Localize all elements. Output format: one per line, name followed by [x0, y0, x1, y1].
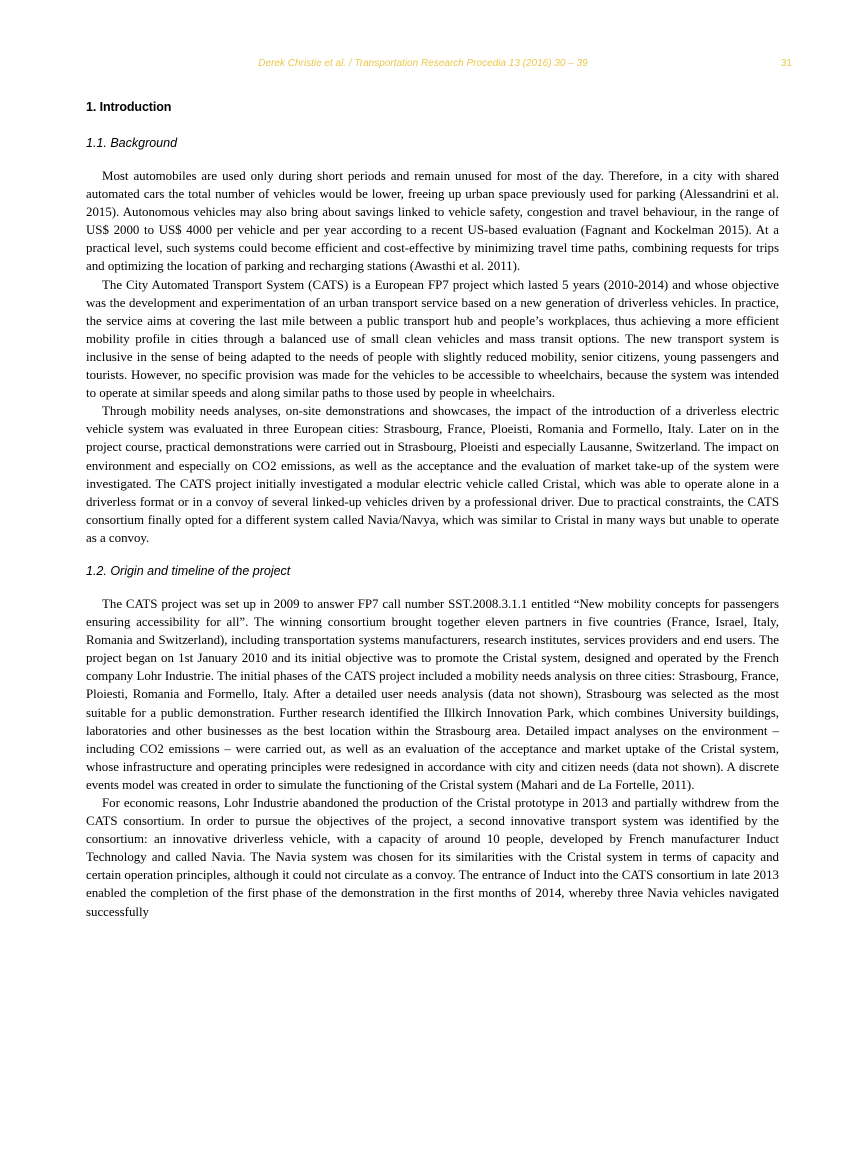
paragraph: The CATS project was set up in 2009 to answer FP7 call number SST.2008.3.1.1 entitled “New mobility concepts for passengers ensuring accessibility for all”. The winning consortium brought together eleven partners in five countries (France, Israel, Italy, Romania and Switzerland), including transportation systems manufacturers, research institutes, services providers and end users. The project began on 1st January 2010 and its initial objective was to promote the Cristal system, designed and operated by the French company Lohr Industrie. The initial phases of the CATS project included a mobility needs analysis on three cities: Strasbourg, France, Ploiesti, Romania and Formello, Italy. After a detailed user needs analysis (data not shown), Strasbourg was selected as the most suitable for a public demonstration. Further research identified the Illkirch Innovation Park, which combines University buildings, laboratories and other businesses as the best location within the Strasbourg area. Detailed impact analyses on the environment – including CO2 emissions – were carried out, as well as an evaluation of the acceptance and market uptake of the Cristal system, whose infrastructure and operating principles were redesigned in accordance with city and citizen needs (data not shown). A discrete events model was created in order to simulate the functioning of the Cristal system (Mahari and de La Fortelle, 2011).	[86, 596, 779, 792]
paragraph: Most automobiles are used only during short periods and remain unused for most of the day. Therefore, in a city with shared automated cars the total number of vehicles would be lower, freeing up urban space previously used for parking (Alessandrini et al. 2015). Autonomous vehicles may also bring about savings linked to vehicle safety, congestion and travel behaviour, in the range of US$ 2000 to US$ 4000 per vehicle and per year according to a recent US-based evaluation (Fagnant and Kockelman 2015). At a practical level, such systems could become efficient and cost-effective by minimizing travel time paths, combining requests for trips and optimizing the location of parking and recharging stations (Awasthi et al. 2011).	[86, 169, 779, 274]
subsection-heading-background: 1.1. Background	[86, 136, 178, 150]
paragraph: The City Automated Transport System (CATS) is a European FP7 project which lasted 5 years (2010-2014) and whose objective was the development and experimentation of an urban transport service based on a new generation of driverless vehicles. In practice, the service aims at covering the last mile between a public transport hub and people’s workplaces, thus achieving a more efficient mobility profile in cities through a balanced use of small clean vehicles and mass transit options. The new transport system is inclusive in the sense of being adapted to the needs of people with slightly reduced mobility, senior citizens, young passengers and tourists. However, no specific provision was made for the vehicles to be accessible to wheelchairs, because the system was intended to operate at similar speeds and along similar paths to those used by people in wheelchairs.	[86, 277, 779, 401]
running-title: Derek Christie et al. / Transportation Research Procedia 13 (2016) 30 – 39	[258, 58, 588, 69]
paragraph: Through mobility needs analyses, on-site demonstrations and showcases, the impact of the introduction of a driverless electric vehicle system was evaluated in three European cities: Strasbourg, France, Ploeisti, Romania and Formello, Italy. Later on in the project course, practical demonstrations were carried out in Strasbourg, Ploeisti and especially Lausanne, Switzerland. The impact on environment and especially on CO2 emissions, as well as the acceptance and the evaluation of market take-up of the system were investigated. The CATS project initially investigated a modular electric vehicle called Cristal, which was able to operate alone in a driverless format or in a convoy of several linked-up vehicles driven by a professional driver. Due to practical constraints, the CATS consortium finally opted for a different system called Navia/Navya, which was similar to Cristal in many ways but unable to operate as a convoy.	[86, 404, 779, 545]
subsection-heading-origin-timeline: 1.2. Origin and timeline of the project	[86, 563, 291, 578]
running-header	[0, 58, 846, 74]
paragraph: For economic reasons, Lohr Industrie abandoned the production of the Cristal prototype in 2013 and partially withdrew from the CATS consortium. In order to pursue the objectives of the project, a second innovative transport system was identified by the consortium: an innovative driverless vehicle, with a capacity of around 10 people, developed by French manufacturer Induct Technology and called Navia. The Navia system was chosen for its similarities with the Cristal system in terms of capacity and certain operation principles, although it could not circulate as a convoy. The entrance of Induct into the CATS consortium in late 2013 enabled the completion of the first phase of the demonstration in the first months of 2014, whereby three Navia vehicles navigated successfully	[86, 796, 779, 919]
body-column	[86, 97, 779, 921]
page-number: 31	[780, 58, 792, 69]
section-heading-introduction: 1. Introduction	[86, 100, 172, 114]
